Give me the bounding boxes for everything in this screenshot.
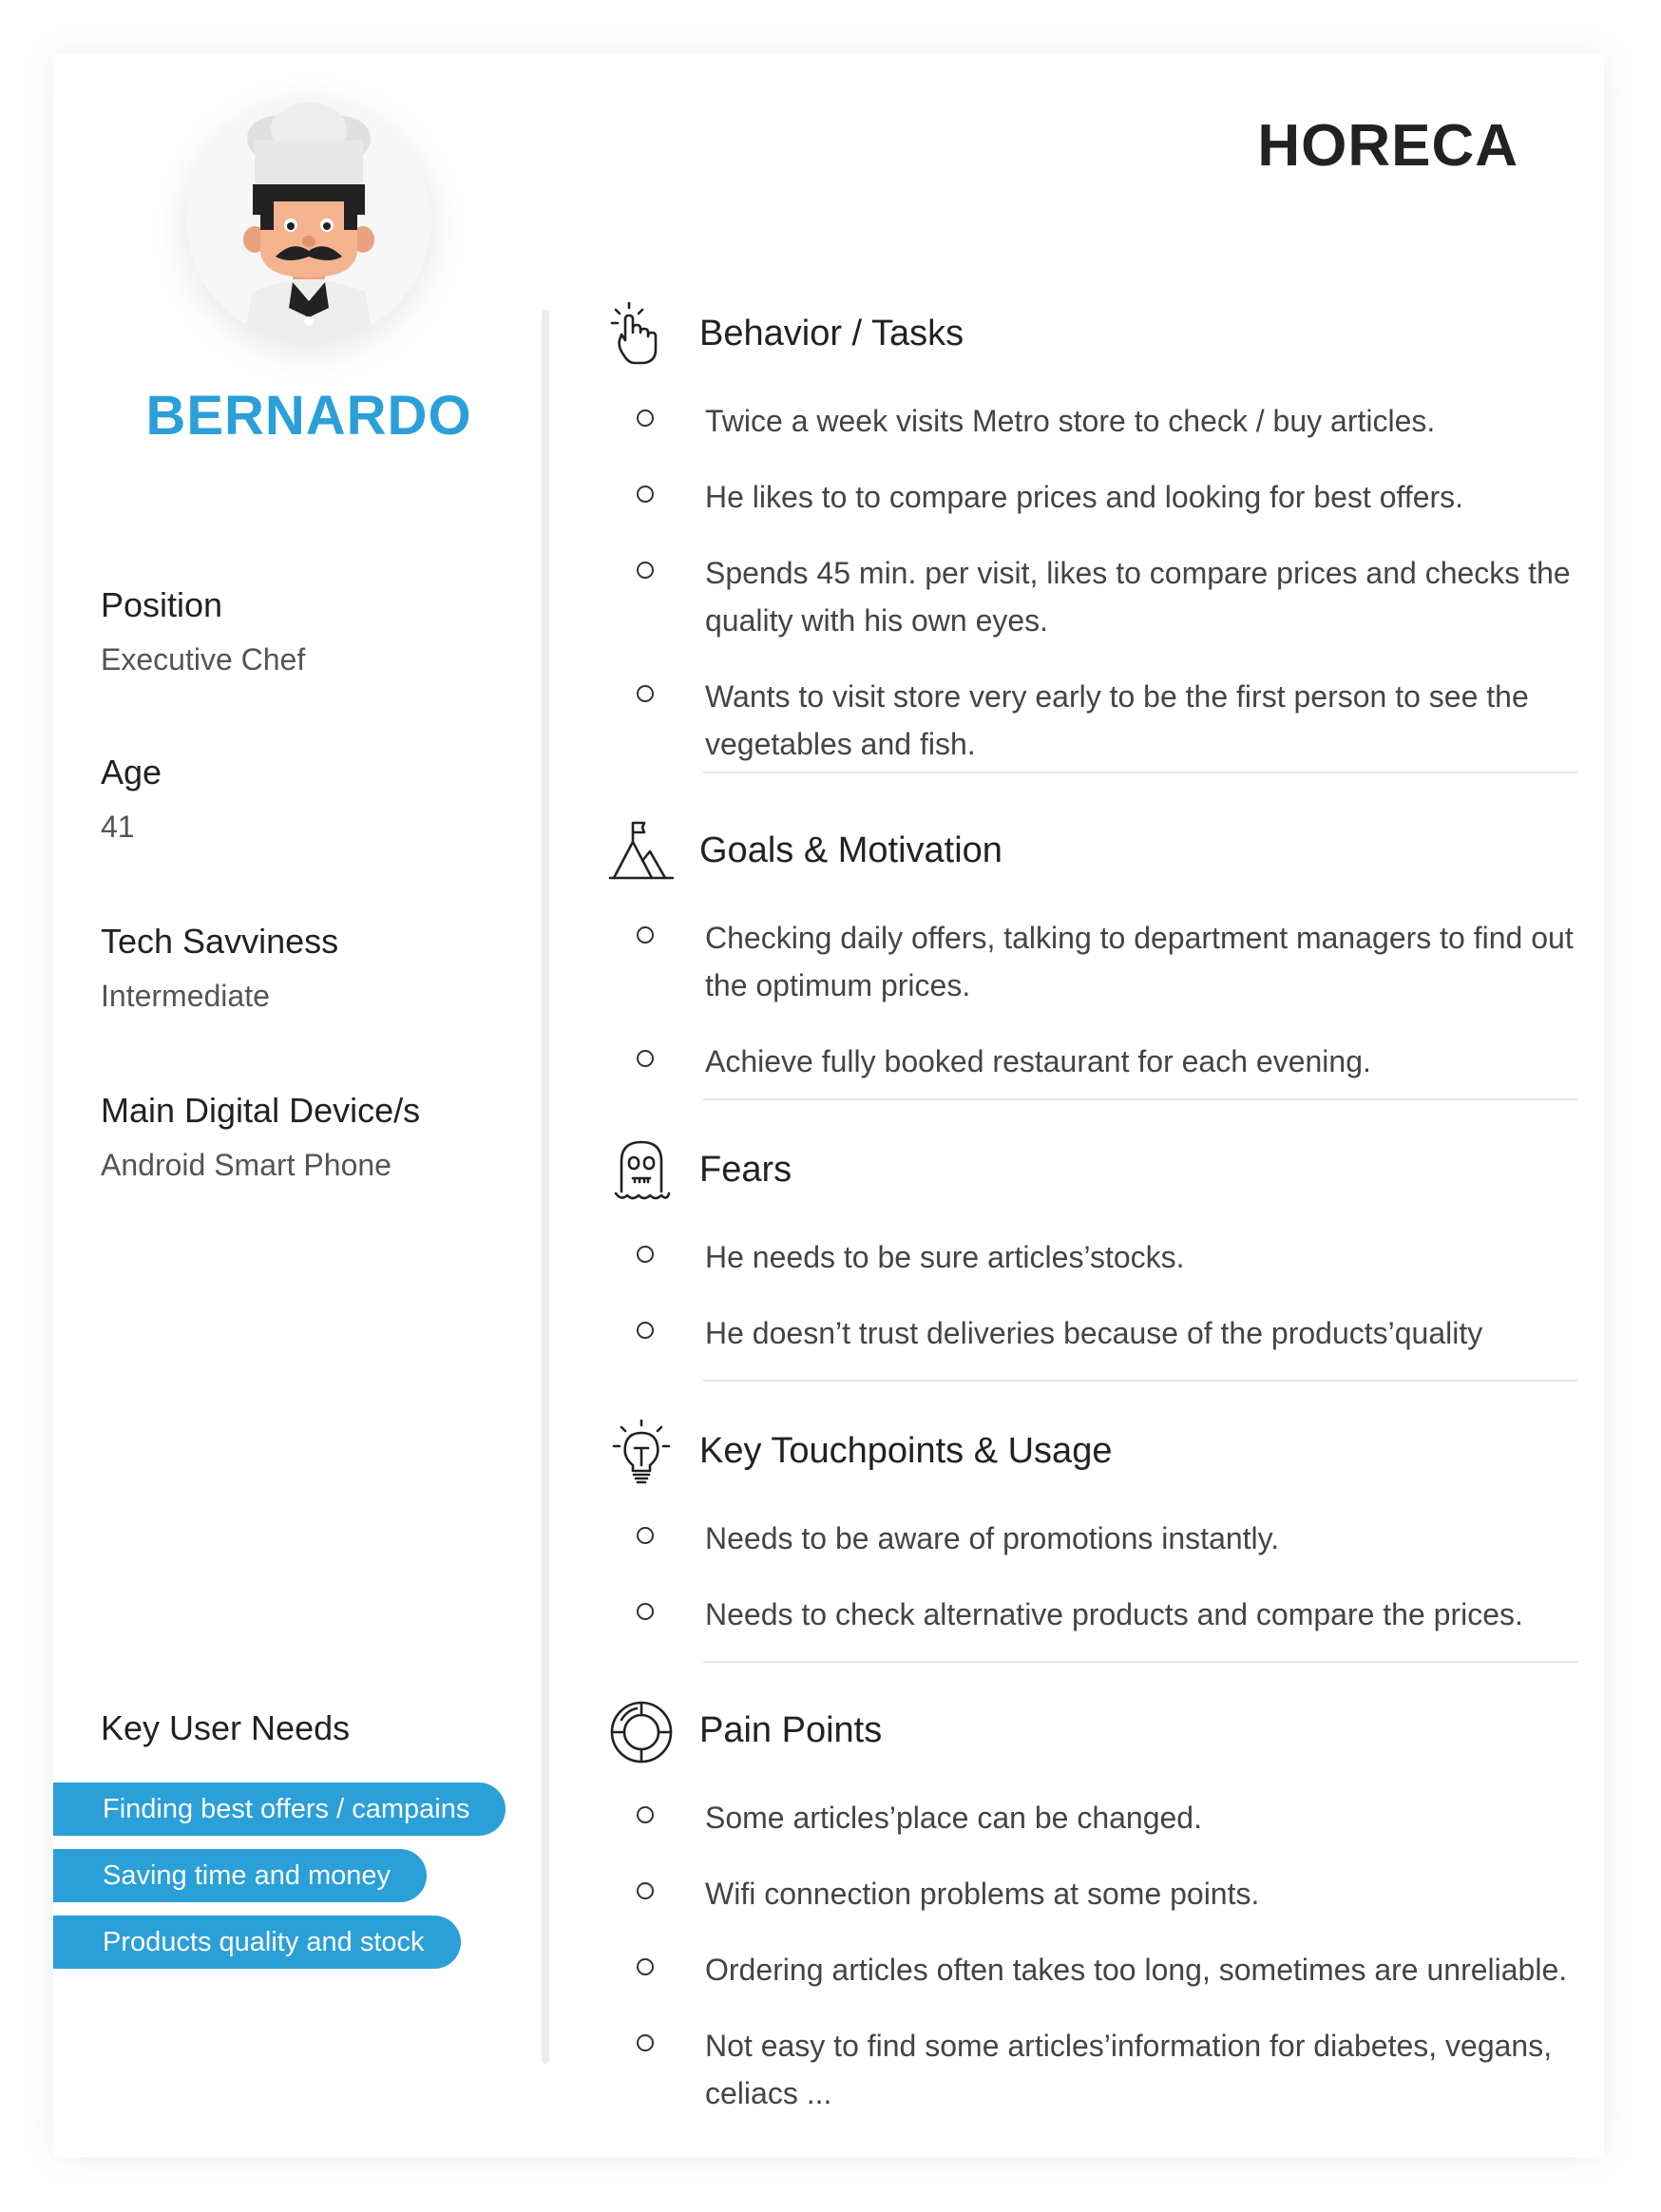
pointer-hand-icon [608, 302, 675, 369]
chef-avatar-icon [186, 97, 431, 342]
need-pill: Saving time and money [53, 1849, 427, 1902]
bullet-icon [637, 410, 654, 427]
bullet-icon [637, 926, 654, 944]
list-item [608, 1309, 1577, 1357]
bullet-icon [637, 1958, 654, 1975]
list-item [608, 2022, 1577, 2117]
item-text: Wifi connection problems at some points. [705, 1877, 1260, 1911]
field-device [101, 1091, 420, 1183]
item-text: Some articles’place can be changed. [705, 1801, 1202, 1835]
item-text: Needs to check alternative products and compare the prices. [705, 1597, 1523, 1631]
section-rule [703, 772, 1577, 773]
list-item [608, 1794, 1577, 1841]
list-item [608, 1870, 1577, 1917]
lightbulb-icon [608, 1420, 675, 1486]
section-title: Goals & Motivation [699, 830, 1002, 870]
bullet-icon [637, 1603, 654, 1620]
need-pill: Finding best offers / campains [53, 1783, 506, 1836]
list-item [608, 1946, 1577, 1993]
section-rule [703, 1380, 1577, 1382]
mountain-flag-icon [608, 819, 675, 886]
section-rule [703, 1661, 1577, 1663]
list-item [608, 914, 1577, 1009]
section-title: Behavior / Tasks [699, 314, 964, 353]
item-text: Not easy to find some articles’information for diabetes, vegans, celiacs ... [705, 2029, 1553, 2110]
section-title: Pain Points [699, 1710, 883, 1750]
list-item [608, 549, 1577, 644]
item-text: He likes to to compare prices and looking for best offers. [705, 480, 1464, 514]
bullet-icon [637, 1882, 654, 1899]
device-label: Main Digital Device/s [101, 1091, 421, 1130]
age-value: 41 [101, 810, 135, 844]
bullet-icon [637, 685, 654, 702]
target-icon [608, 1699, 675, 1765]
tech-value: Intermediate [101, 979, 270, 1013]
section-pain-points [608, 1699, 1577, 2117]
item-text: Needs to be aware of promotions instantly. [705, 1521, 1280, 1555]
persona-name: BERNARDO [145, 385, 472, 447]
item-text: Achieve fully booked restaurant for each evening. [705, 1044, 1371, 1078]
section-goals [608, 819, 1577, 1085]
bullet-icon [637, 486, 654, 503]
list-item [608, 1038, 1577, 1085]
item-text: Spends 45 min. per visit, likes to compare prices and checks the quality with his own eyes. [705, 556, 1571, 638]
list-item [608, 673, 1577, 768]
tech-label: Tech Savviness [101, 922, 339, 961]
item-text: Ordering articles often takes too long, sometimes are unreliable. [705, 1953, 1568, 1987]
brand-title: HORECA [1257, 113, 1518, 179]
section-fears [608, 1138, 1577, 1357]
list-item [608, 1515, 1577, 1562]
position-value: Executive Chef [101, 642, 306, 677]
list-item [608, 397, 1577, 445]
need-pill: Products quality and stock [53, 1916, 461, 1969]
bullet-icon [637, 1322, 654, 1339]
item-text: He doesn’t trust deliveries because of the products’quality [705, 1316, 1483, 1350]
ghost-icon [608, 1138, 675, 1205]
bullet-icon [637, 562, 654, 579]
field-position [101, 585, 305, 677]
item-text: He needs to be sure articles’stocks. [705, 1240, 1185, 1274]
bullet-icon [637, 1527, 654, 1544]
list-item [608, 1233, 1577, 1281]
section-title: Key Touchpoints & Usage [699, 1431, 1113, 1471]
bullet-icon [637, 1806, 654, 1823]
bullet-icon [637, 1246, 654, 1263]
list-item [608, 473, 1577, 521]
age-label: Age [101, 753, 162, 791]
bullet-icon [637, 1050, 654, 1067]
item-text: Checking daily offers, talking to department managers to find out the optimum prices. [705, 921, 1574, 1002]
device-value: Android Smart Phone [101, 1148, 391, 1182]
section-behavior [608, 302, 1577, 768]
field-tech [101, 922, 338, 1014]
position-label: Position [101, 585, 223, 624]
column-divider [542, 310, 549, 2064]
bullet-icon [637, 2034, 654, 2051]
list-item [608, 1591, 1577, 1638]
item-text: Wants to visit store very early to be the first person to see the vegetables and fish. [705, 679, 1529, 761]
section-rule [703, 1098, 1577, 1100]
item-text: Twice a week visits Metro store to check / buy articles. [705, 404, 1436, 438]
needs-title: Key User Needs [101, 1708, 351, 1747]
field-age [101, 753, 162, 845]
section-title: Fears [699, 1150, 792, 1190]
section-touchpoints [608, 1420, 1577, 1638]
